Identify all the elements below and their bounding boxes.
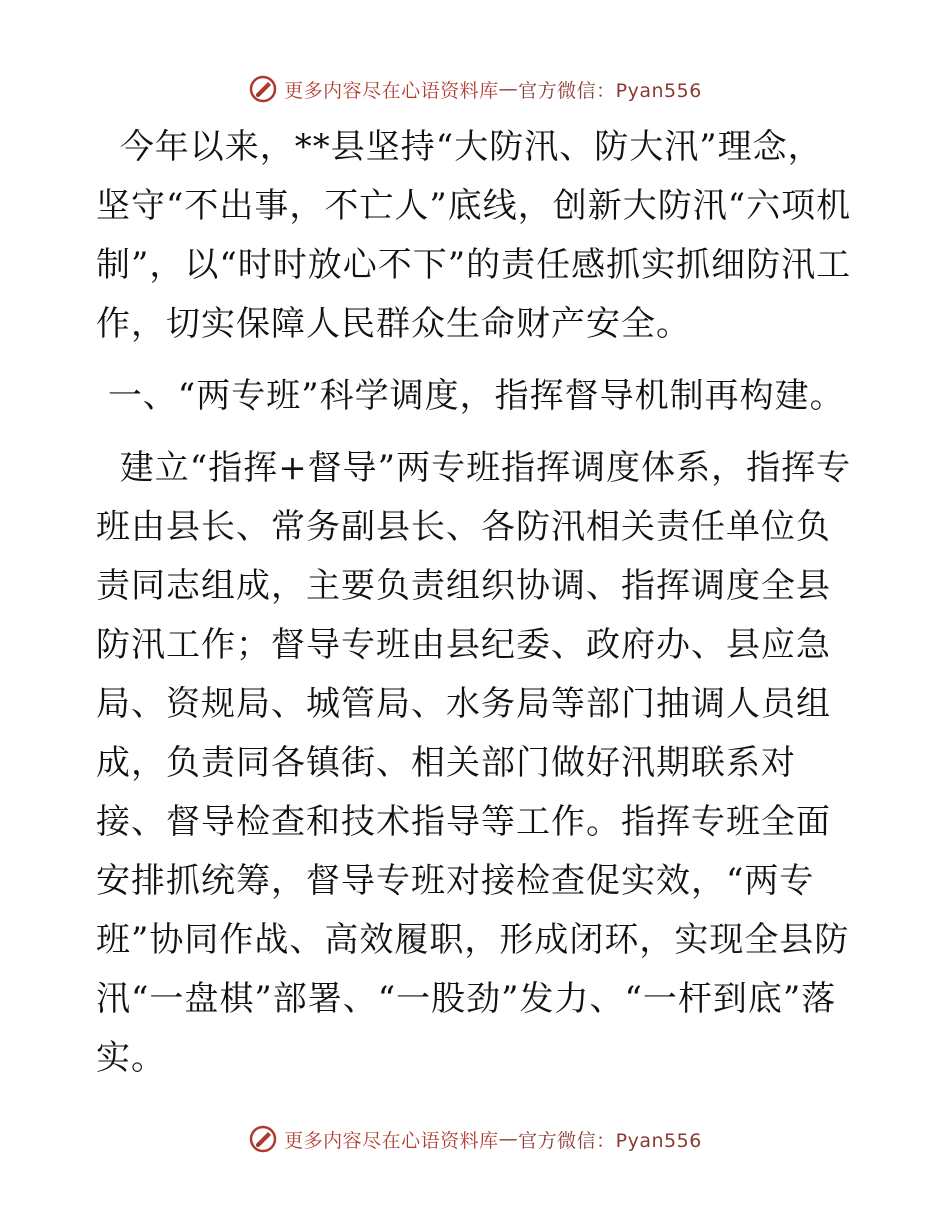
section-heading: 一、“两专班”科学调度，指挥督导机制再构建。	[96, 376, 845, 416]
logo-icon	[248, 1124, 278, 1154]
intro-paragraph: 今年以来，**县坚持“大防汛、防大汛”理念，坚守“不出事，不亡人”底线，创新大防汛“六项机制”，以“时时放心不下”的责任感抓实抓细防汛工作，切实保障人民群众生命财产安全。	[96, 127, 852, 344]
section-body-paragraph: 建立“指挥+督导”两专班指挥调度体系，指挥专班由县长、常务副县长、各防汛相关责任单位负责同志组成，主要负责组织协调、指挥调度全县防汛工作；督导专班由县纪委、政府办、县应急局、资规局、城管局、水务局等部门抽调人员组成，负责同各镇街、相关部门做好汛期联系对接、督导检查和技术指导等工作。指挥专班全面安排抓统筹，督导专班对接检查促实效，“两专班”协同作战、高效履职，形成闭环，实现全县防汛“一盘棋”部署、“一股劲”发力、“一杆到底”落实。	[96, 448, 852, 1078]
watermark-brand: 更多内容尽在心语资料库	[284, 1129, 499, 1152]
watermark-contact: 官方微信：Pyan556	[518, 1129, 702, 1152]
watermark-dash: —	[498, 78, 519, 100]
header-watermark	[0, 74, 950, 104]
watermark-dash: —	[498, 1128, 519, 1150]
document-body	[96, 118, 856, 1088]
footer-watermark	[0, 1124, 950, 1154]
logo-icon	[248, 74, 278, 104]
watermark-contact: 官方微信：Pyan556	[518, 79, 702, 102]
watermark-brand: 更多内容尽在心语资料库	[284, 79, 499, 102]
